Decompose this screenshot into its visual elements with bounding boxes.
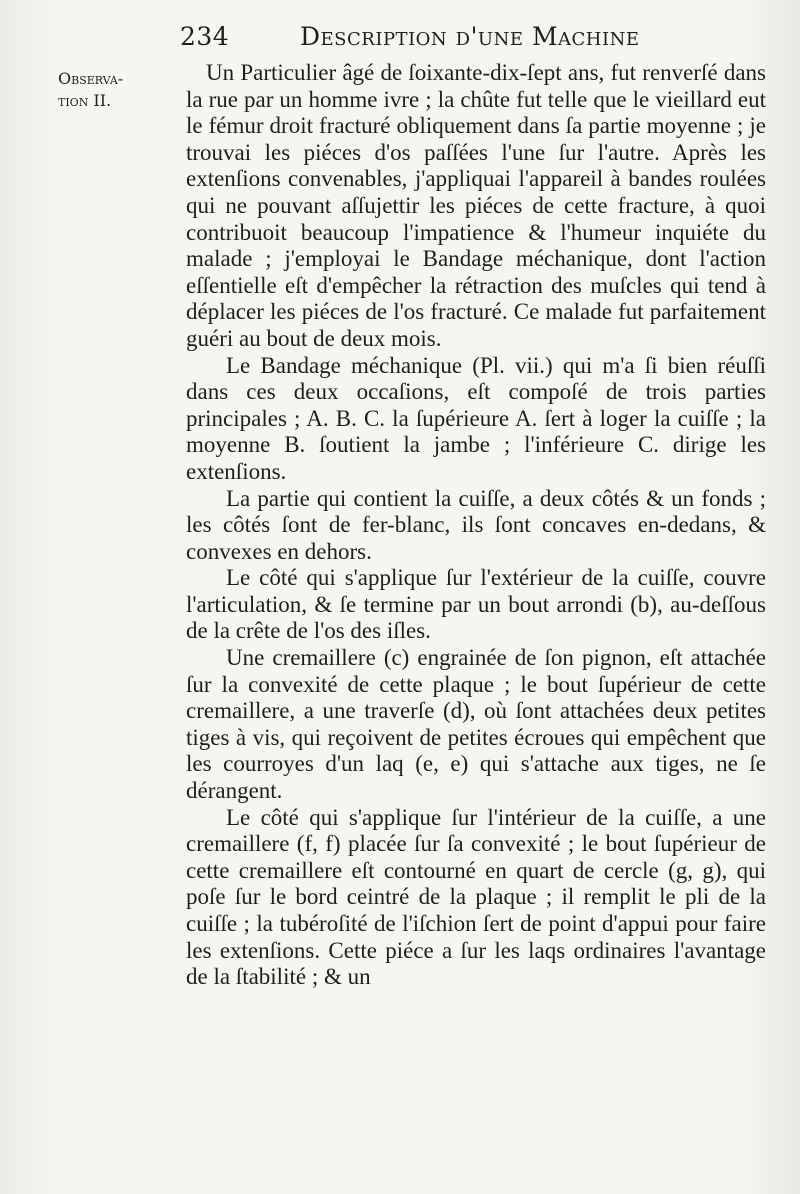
paragraph-4: Le côté qui s'applique ſur l'extérieur de la cuiſſe, couvre l'articulation, & ſe termine par un bout arrondi (b), au-deſſous de la crête de l'os des iſles. — [186, 565, 766, 644]
margin-note — [58, 68, 178, 112]
paragraph-3: La partie qui contient la cuiſſe, a deux côtés & un fonds ; les côtés ſont de fer-blanc, ils ſont concaves en-dedans, & convexes en dehors. — [186, 485, 766, 564]
paragraph-5: Une cremaillere (c) engrainée de ſon pignon, eſt attachée ſur la convexité de cette plaque ; le bout ſupérieur de cette cremaillere, a une traverſe (d), où ſont attachées deux petites tiges à vis, qui reçoivent de petites écroues qui empêchent que les courroyes d'un laq (e, e) qui s'attache aux tiges, ne ſe dérangent. — [186, 645, 766, 804]
paragraph-2: Le Bandage méchanique (Pl. vii.) qui m'a ſi bien réuſſi dans ces deux occaſions, eſt compoſé de trois parties principales ; A. B. C. la ſupérieure A. ſert à loger la cuiſſe ; la moyenne B. ſoutient la jambe ; l'inférieure C. dirige les extenſions. — [186, 352, 766, 484]
margin-note-line-1: Observa- — [58, 69, 124, 88]
margin-note-line-2: tion II. — [58, 91, 112, 110]
body-text — [186, 60, 766, 991]
running-title: Description d'une Machine — [300, 22, 640, 51]
paragraph-1: Un Particulier âgé de ſoixante-dix-ſept ans, fut renverſé dans la rue par un homme ivre ; la chûte fut telle que le vieillard eut le fémur droit fracturé obliquement dans ſa partie moyenne ; je trouvai les piéces d'os paſſées l'une ſur l'autre. Après les extenſions convenables, j'appliquai l'appareil à bandes roulées qui ne pouvant aſſujettir les piéces de cette fracture, à quoi contribuoit beaucoup l'impatience & l'humeur inquiéte du malade ; j'employai le Bandage méchanique, dont l'action eſſentielle eſt d'empêcher la rétraction des muſcles qui tend à déplacer les piéces de l'os fracturé. Ce malade fut parfaitement guéri au bout de deux mois. — [186, 60, 766, 351]
paragraph-6: Le côté qui s'applique ſur l'intérieur de la cuiſſe, a une cremaillere (f, f) placée ſur ſa convexité ; le bout ſupérieur de cette cremaillere eſt contourné en quart de cercle (g, g), qui poſe ſur le bord ceintré de la plaque ; il remplit le pli de la cuiſſe ; la tubéroſité de l'iſchion ſert de point d'appui pour faire les extenſions. Cette piéce a ſur les laqs ordinaires l'avantage de la ſtabilité ; & un — [186, 804, 766, 990]
page-number: 234 — [180, 22, 230, 51]
